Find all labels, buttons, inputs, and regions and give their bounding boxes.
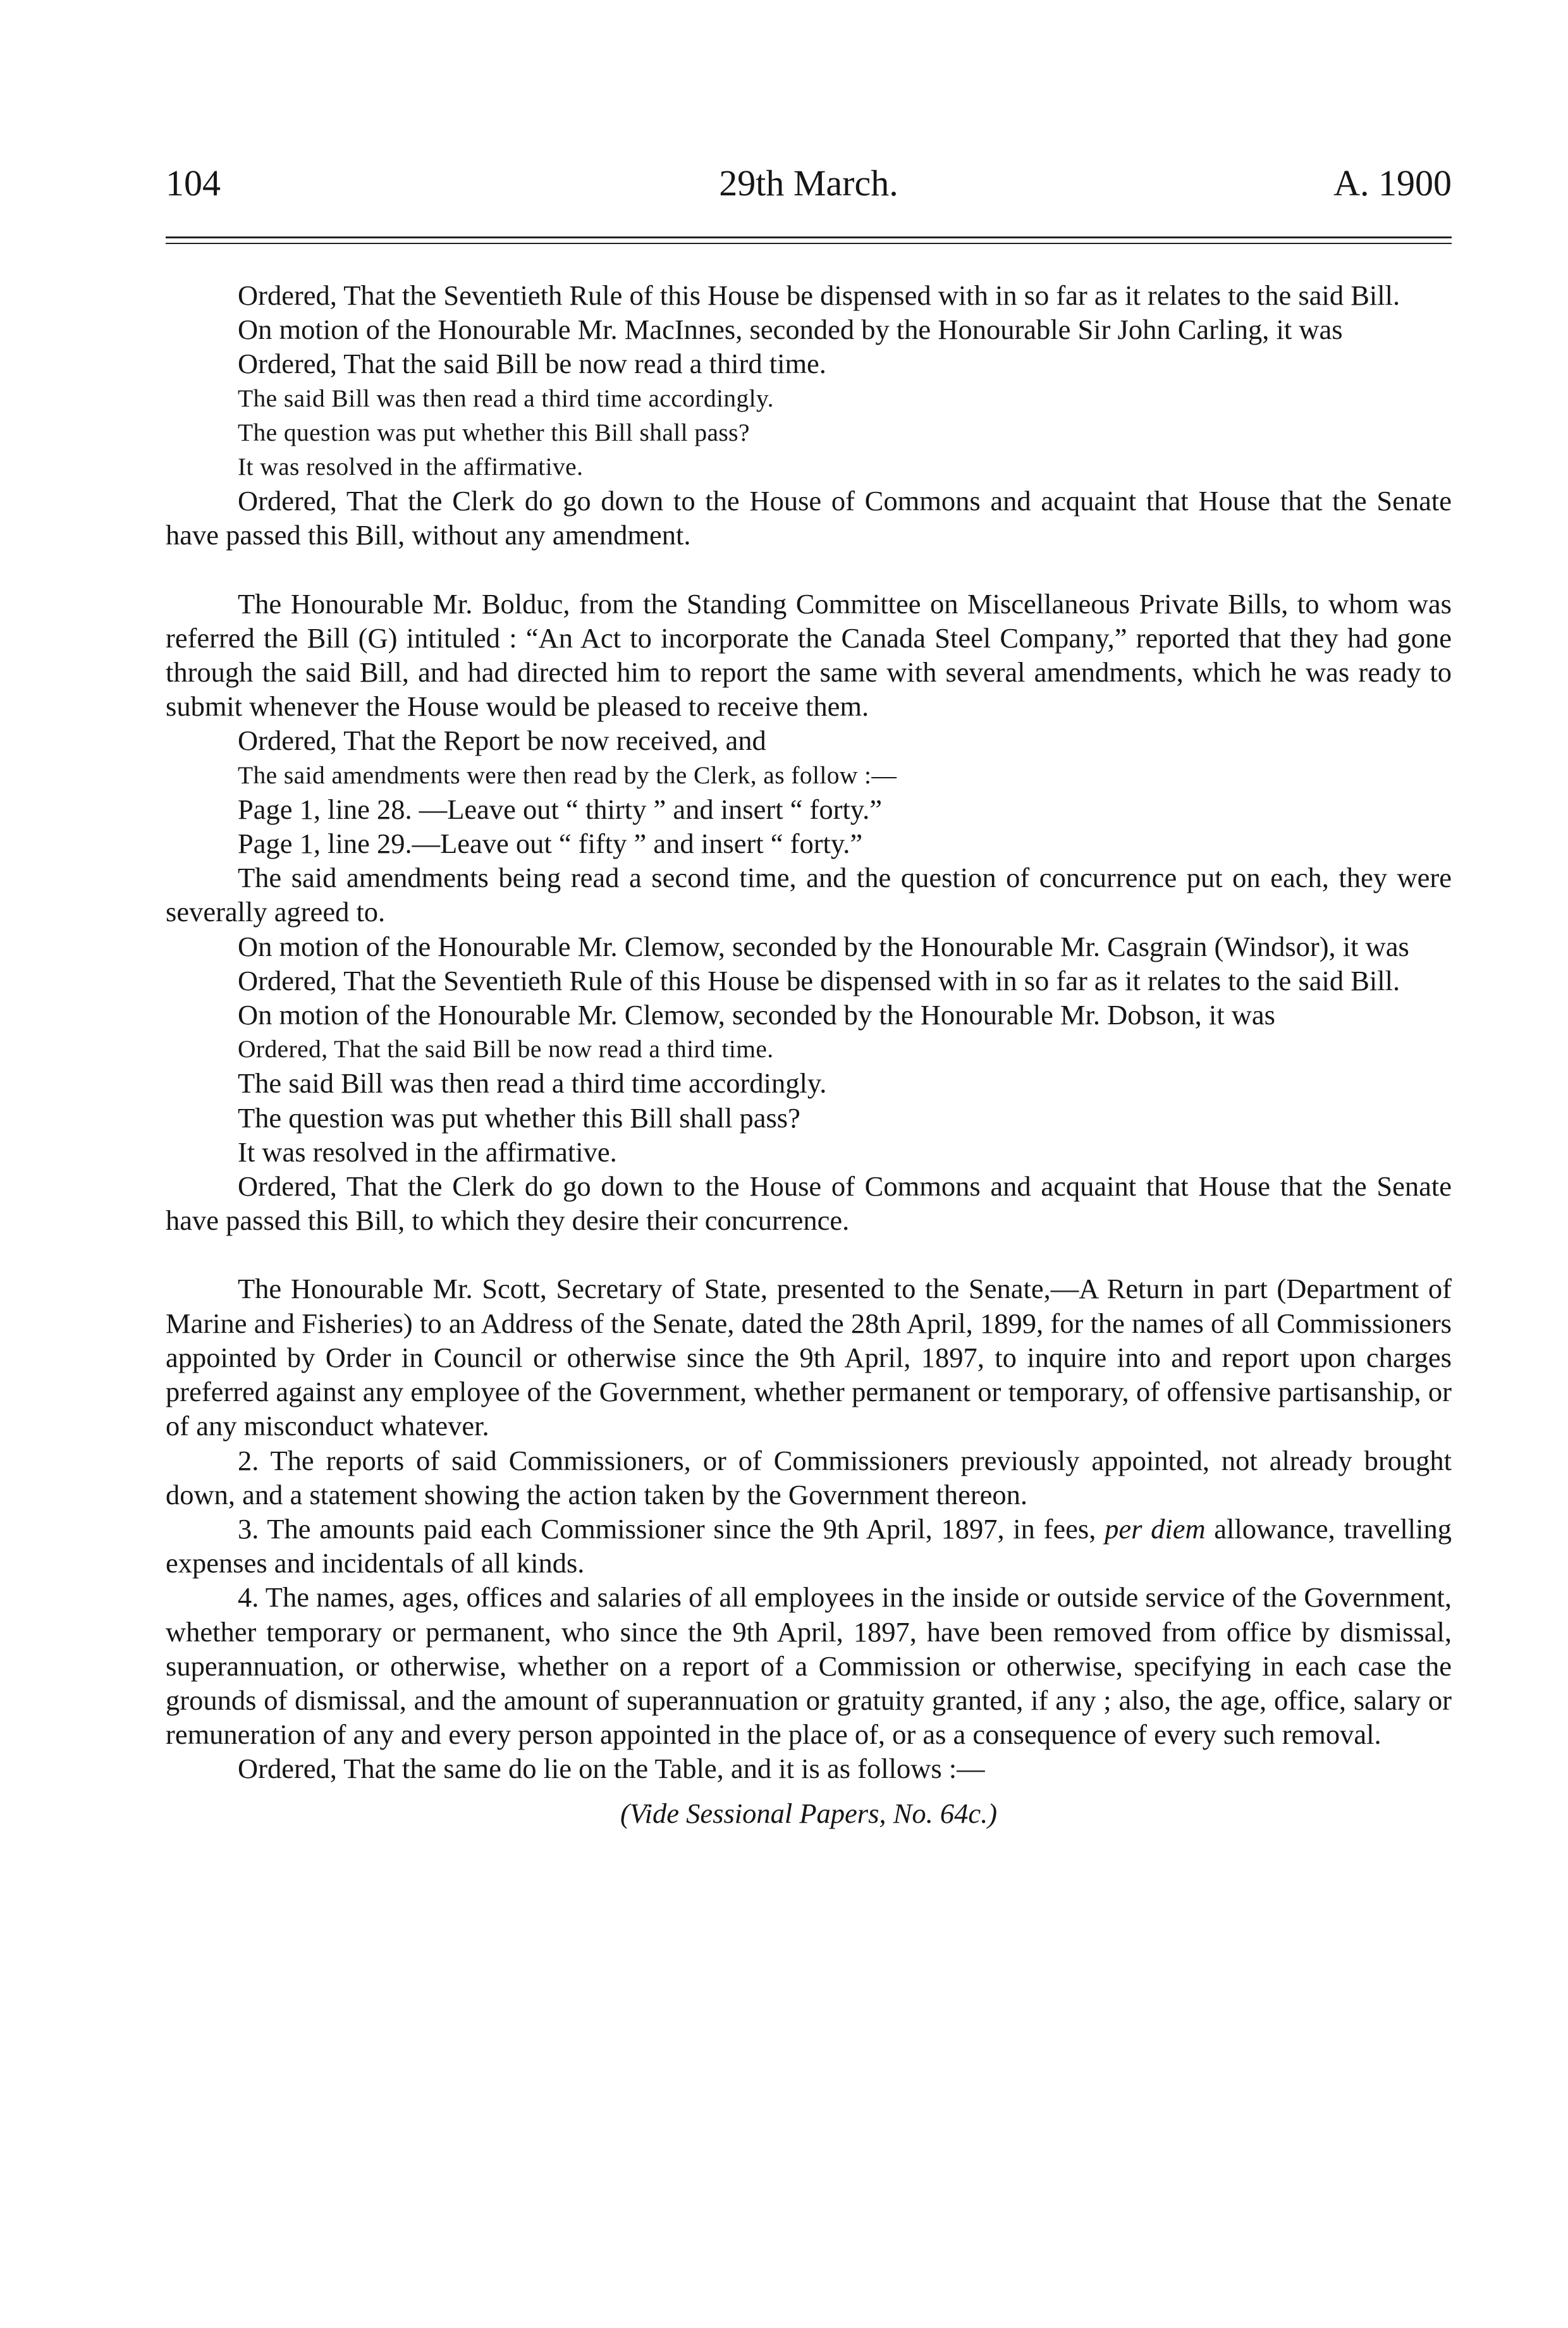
paragraph: Ordered, That the Clerk do go down to the House of Commons and acquaint that House that the Senate have passed this Bill, to which they desire their concurrence.	[166, 1170, 1452, 1237]
paragraph: It was resolved in the affirmative.	[238, 1136, 617, 1168]
paragraph: Ordered, That the same do lie on the Table, and it is as follows :—	[238, 1753, 985, 1785]
header-year: A. 1900	[1333, 162, 1452, 204]
paragraph: On motion of the Honourable Mr. MacInnes, seconded by the Honourable Sir John Carling, it was	[238, 314, 1343, 346]
paragraph: The said Bill was then read a third time accordingly.	[238, 1067, 827, 1100]
header-date: 29th March.	[719, 162, 898, 204]
paragraph: The question was put whether this Bill shall pass?	[238, 1101, 800, 1134]
document-body	[166, 278, 1452, 1830]
paragraph: Ordered, That the Seventieth Rule of this House be dispensed with in so far as it relates to the said Bill.	[238, 964, 1400, 996]
paragraph: 2. The reports of said Commissioners, or of Commissioners previously appointed, not already brought down, and a statement showing the action taken by the Government thereon.	[166, 1444, 1452, 1510]
paragraph: Ordered, That the Report be now received, and	[238, 725, 766, 757]
header-rule-thin	[166, 243, 1452, 244]
paragraph: The said amendments were then read by the Clerk, as follow :—	[238, 761, 897, 789]
paragraph: The said amendments being read a second time, and the question of concurrence put on each, they were severally agreed to.	[166, 862, 1452, 928]
paragraph: 4. The names, ages, offices and salaries of all employees in the inside or outside service of the Government, whether temporary or permanent, who since the 9th April, 1897, have been removed from office by dismissal, superannuation, or otherwise, whether on a report of a Commission or otherwise, specifying in each case the grounds of dismissal, and the amount of superannuation or gratuity granted, if any ; also, the age, office, salary or remuneration of any and every person appointed in the place of, or as a consequence of every such removal.	[166, 1581, 1452, 1751]
paragraph: Ordered, That the Seventieth Rule of this House be dispensed with in so far as it relates to the said Bill.	[238, 279, 1400, 311]
paragraph: The question was put whether this Bill shall pass?	[238, 418, 750, 446]
text-run: allowance, travelling expenses and incidentals of all kinds.	[166, 1512, 1452, 1579]
paragraph: The said Bill was then read a third time accordingly.	[238, 384, 774, 412]
text-run: 3. The amounts paid each Commissioner since the 9th April, 1897, in fees,	[238, 1512, 1105, 1545]
paragraph: The Honourable Mr. Scott, Secretary of State, presented to the Senate,—A Return in part (Department of Marine and Fisheries) to an Address of the Senate, dated the 28th April, 1899, for the names of all Commissioners appointed by Order in Council or otherwise since the 9th April, 1897, to inquire into and report upon charges preferred against any employee of the Government, whether permanent or temporary, of offensive partisanship, or of any misconduct whatever.	[166, 1273, 1452, 1442]
italic-text: (Vide Sessional Papers, No. 64c.)	[620, 1797, 998, 1829]
paragraph: Ordered, That the said Bill be now read a third time.	[238, 348, 826, 380]
italic-text: per diem	[1105, 1512, 1206, 1545]
paragraph: On motion of the Honourable Mr. Clemow, seconded by the Honourable Mr. Dobson, it was	[238, 999, 1275, 1031]
paragraph: Ordered, That the said Bill be now read a third time.	[238, 1035, 774, 1063]
paragraph: Ordered, That the Clerk do go down to the House of Commons and acquaint that House that the Senate have passed this Bill, without any amendment.	[166, 485, 1452, 551]
paragraph	[166, 1512, 1452, 1580]
paragraph: It was resolved in the affirmative.	[238, 453, 584, 481]
paragraph: On motion of the Honourable Mr. Clemow, seconded by the Honourable Mr. Casgrain (Windsor), it was	[238, 930, 1409, 962]
page-header	[166, 158, 1452, 209]
paragraph: The Honourable Mr. Bolduc, from the Standing Committee on Miscellaneous Private Bills, to whom was referred the Bill (G) intituled : “An Act to incorporate the Canada Steel Company,” reported that they had gone through the said Bill, and had directed him to report the same with several amendments, which he was ready to submit whenever the House would be pleased to receive them.	[166, 587, 1452, 723]
page-number: 104	[166, 162, 221, 204]
header-rule	[166, 236, 1452, 238]
paragraph: Page 1, line 29.—Leave out “ fifty ” and insert “ forty.”	[238, 828, 863, 860]
sessional-papers-reference	[166, 1796, 1452, 1830]
paragraph: Page 1, line 28. —Leave out “ thirty ” and insert “ forty.”	[238, 793, 883, 825]
